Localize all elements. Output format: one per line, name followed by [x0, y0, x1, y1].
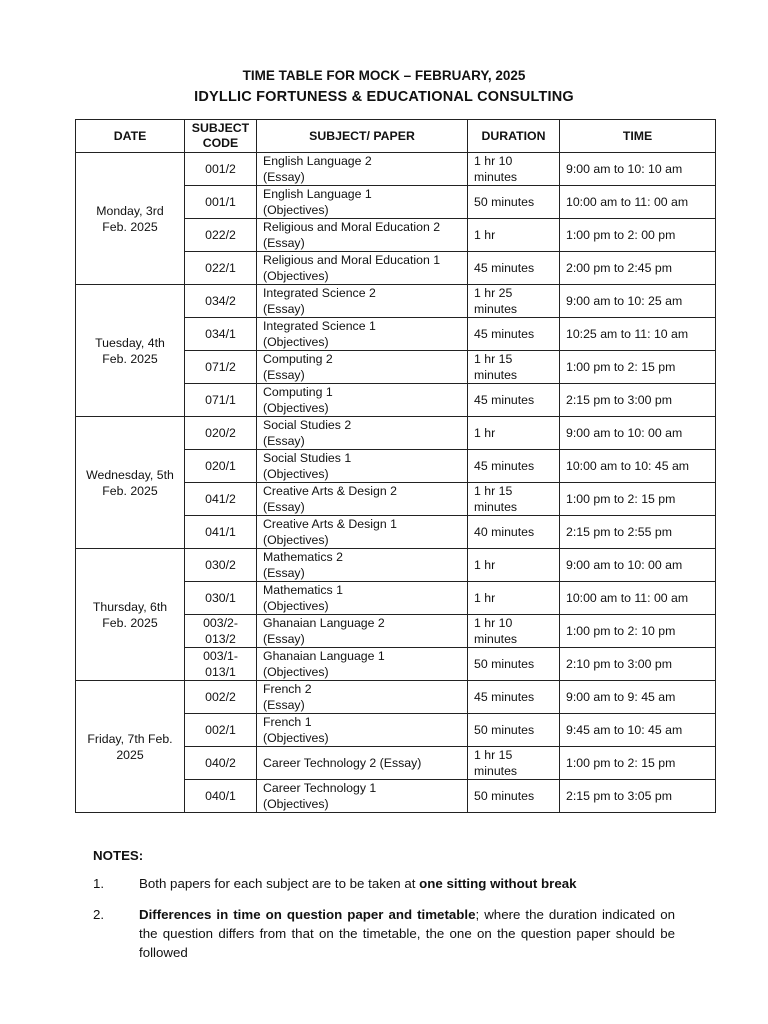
note-item — [93, 905, 675, 962]
duration-cell: 50 minutes — [468, 648, 560, 681]
duration-cell: 40 minutes — [468, 516, 560, 549]
subject-code-cell: 040/1 — [185, 780, 257, 813]
time-cell: 1:00 pm to 2: 15 pm — [560, 747, 716, 780]
subject-paper-cell: Ghanaian Language 1 (Objectives) — [257, 648, 468, 681]
subject-paper-cell: Mathematics 1 (Objectives) — [257, 582, 468, 615]
note-text-normal: Both papers for each subject are to be taken at — [139, 876, 420, 891]
time-cell: 2:10 pm to 3:00 pm — [560, 648, 716, 681]
subject-paper-cell: Integrated Science 1 (Objectives) — [257, 318, 468, 351]
duration-cell: 1 hr 15 minutes — [468, 483, 560, 516]
subject-code-cell: 034/1 — [185, 318, 257, 351]
note-text-after: ; where the duration indicated on the question differs from that on the timetable, the one on the question paper should be followed — [139, 907, 675, 960]
subject-code-cell: 002/2 — [185, 681, 257, 714]
subject-code-cell: 030/2 — [185, 549, 257, 582]
subject-paper-cell: Mathematics 2 (Essay) — [257, 549, 468, 582]
notes-section — [93, 848, 675, 974]
time-cell: 2:15 pm to 3:05 pm — [560, 780, 716, 813]
date-cell: Monday, 3rd Feb. 2025 — [76, 153, 185, 285]
subject-code-cell: 030/1 — [185, 582, 257, 615]
subject-code-cell: 071/2 — [185, 351, 257, 384]
subject-code-cell: 040/2 — [185, 747, 257, 780]
time-cell: 2:15 pm to 3:00 pm — [560, 384, 716, 417]
time-cell: 1:00 pm to 2: 15 pm — [560, 351, 716, 384]
subject-paper-cell: English Language 2 (Essay) — [257, 153, 468, 186]
time-cell: 9:45 am to 10: 45 am — [560, 714, 716, 747]
date-cell: Thursday, 6th Feb. 2025 — [76, 549, 185, 681]
time-cell: 2:15 pm to 2:55 pm — [560, 516, 716, 549]
notes-title: NOTES: — [93, 848, 144, 863]
note-text — [139, 905, 675, 962]
table-row — [76, 549, 716, 582]
subject-paper-cell: Social Studies 2 (Essay) — [257, 417, 468, 450]
time-cell: 1:00 pm to 2: 15 pm — [560, 483, 716, 516]
subject-paper-cell: Career Technology 1 (Objectives) — [257, 780, 468, 813]
subject-code-cell: 001/1 — [185, 186, 257, 219]
duration-cell: 1 hr 10 minutes — [468, 615, 560, 648]
note-text — [139, 874, 675, 893]
duration-cell: 1 hr 15 minutes — [468, 747, 560, 780]
subject-paper-cell: Creative Arts & Design 2 (Essay) — [257, 483, 468, 516]
duration-cell: 1 hr 15 minutes — [468, 351, 560, 384]
duration-cell: 50 minutes — [468, 186, 560, 219]
subject-code-cell: 003/1- 013/1 — [185, 648, 257, 681]
duration-cell: 1 hr 25 minutes — [468, 285, 560, 318]
subject-code-cell: 071/1 — [185, 384, 257, 417]
table-row — [76, 681, 716, 714]
subject-code-cell: 022/1 — [185, 252, 257, 285]
subject-paper-cell: Integrated Science 2 (Essay) — [257, 285, 468, 318]
table-row — [76, 417, 716, 450]
table-row — [76, 153, 716, 186]
duration-cell: 45 minutes — [468, 252, 560, 285]
duration-cell: 1 hr — [468, 582, 560, 615]
note-number: 1. — [93, 876, 105, 891]
duration-cell: 1 hr — [468, 417, 560, 450]
duration-cell: 1 hr — [468, 219, 560, 252]
time-cell: 9:00 am to 10: 10 am — [560, 153, 716, 186]
timetable — [75, 119, 716, 813]
subject-code-cell: 002/1 — [185, 714, 257, 747]
subject-code-cell: 020/2 — [185, 417, 257, 450]
subject-paper-cell: Computing 2 (Essay) — [257, 351, 468, 384]
header-time: TIME — [560, 120, 716, 153]
header-duration: DURATION — [468, 120, 560, 153]
date-cell: Wednesday, 5th Feb. 2025 — [76, 417, 185, 549]
subject-code-cell: 001/2 — [185, 153, 257, 186]
organization-name: IDYLLIC FORTUNESS & EDUCATIONAL CONSULTING — [194, 89, 574, 105]
header-subject-paper: SUBJECT/ PAPER — [257, 120, 468, 153]
subject-paper-cell: French 1 (Objectives) — [257, 714, 468, 747]
time-cell: 9:00 am to 9: 45 am — [560, 681, 716, 714]
subject-paper-cell: French 2 (Essay) — [257, 681, 468, 714]
subject-paper-cell: Career Technology 2 (Essay) — [257, 747, 468, 780]
header-date: DATE — [76, 120, 185, 153]
duration-cell: 45 minutes — [468, 384, 560, 417]
duration-cell: 1 hr 10 minutes — [468, 153, 560, 186]
note-text-bold: Differences in time on question paper and timetable — [139, 907, 476, 922]
subject-code-cell: 034/2 — [185, 285, 257, 318]
subject-code-cell: 041/1 — [185, 516, 257, 549]
document-title: TIME TABLE FOR MOCK – FEBRUARY, 2025 — [242, 68, 526, 83]
time-cell: 10:25 am to 11: 10 am — [560, 318, 716, 351]
duration-cell: 50 minutes — [468, 714, 560, 747]
subject-paper-cell: Religious and Moral Education 1 (Objectives) — [257, 252, 468, 285]
subject-paper-cell: English Language 1 (Objectives) — [257, 186, 468, 219]
header-subject-code: SUBJECT CODE — [185, 120, 257, 153]
subject-code-cell: 003/2- 013/2 — [185, 615, 257, 648]
time-cell: 2:00 pm to 2:45 pm — [560, 252, 716, 285]
time-cell: 1:00 pm to 2: 00 pm — [560, 219, 716, 252]
duration-cell: 45 minutes — [468, 450, 560, 483]
table-row — [76, 285, 716, 318]
subject-code-cell: 020/1 — [185, 450, 257, 483]
note-number: 2. — [93, 907, 105, 922]
timetable-body — [76, 153, 716, 813]
time-cell: 10:00 am to 11: 00 am — [560, 582, 716, 615]
subject-paper-cell: Computing 1 (Objectives) — [257, 384, 468, 417]
note-item — [93, 874, 675, 893]
subject-paper-cell: Social Studies 1 (Objectives) — [257, 450, 468, 483]
subject-code-cell: 022/2 — [185, 219, 257, 252]
duration-cell: 1 hr — [468, 549, 560, 582]
subject-paper-cell: Creative Arts & Design 1 (Objectives) — [257, 516, 468, 549]
note-text-bold: one sitting without break — [419, 876, 577, 891]
duration-cell: 45 minutes — [468, 681, 560, 714]
time-cell: 9:00 am to 10: 00 am — [560, 417, 716, 450]
time-cell: 10:00 am to 11: 00 am — [560, 186, 716, 219]
duration-cell: 50 minutes — [468, 780, 560, 813]
subject-code-cell: 041/2 — [185, 483, 257, 516]
time-cell: 9:00 am to 10: 00 am — [560, 549, 716, 582]
duration-cell: 45 minutes — [468, 318, 560, 351]
date-cell: Friday, 7th Feb. 2025 — [76, 681, 185, 813]
time-cell: 9:00 am to 10: 25 am — [560, 285, 716, 318]
date-cell: Tuesday, 4th Feb. 2025 — [76, 285, 185, 417]
time-cell: 10:00 am to 10: 45 am — [560, 450, 716, 483]
subject-paper-cell: Religious and Moral Education 2 (Essay) — [257, 219, 468, 252]
subject-paper-cell: Ghanaian Language 2 (Essay) — [257, 615, 468, 648]
time-cell: 1:00 pm to 2: 10 pm — [560, 615, 716, 648]
